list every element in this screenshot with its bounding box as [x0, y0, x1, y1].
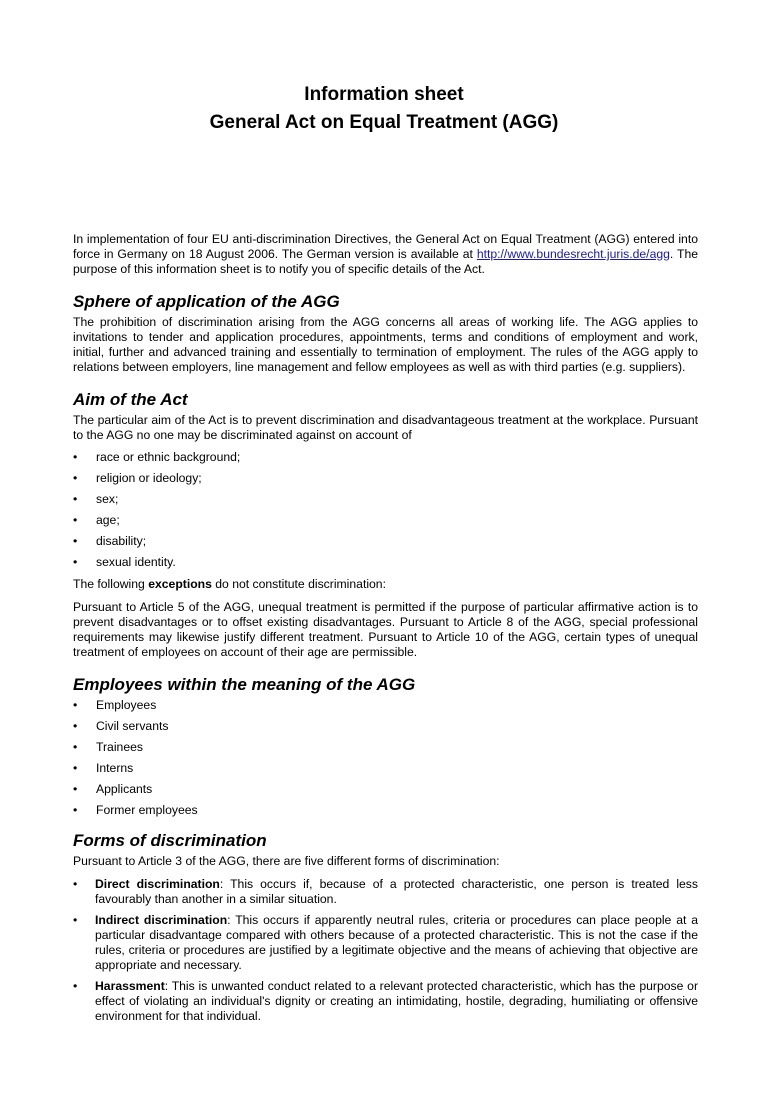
exceptions-paragraph: Pursuant to Article 5 of the AGG, unequal treatment is permitted if the purpose of particular affirmative action is to prevent disadvantages or to offset existing disadvantages. Pursuant to Article 8 of the AGG, special professional requirements may likewise justify different treatment. Pursuant to Article 10 of the AGG, certain types of unequal treatment of employees on account of their age are permissible. — [73, 600, 698, 659]
form-term: Harassment — [95, 979, 165, 993]
list-item — [73, 979, 698, 1024]
page-title: Information sheet — [304, 84, 464, 105]
document-body — [73, 232, 698, 1024]
list-item: • Applicants — [73, 782, 698, 803]
form-term: Direct discrimination — [95, 877, 220, 891]
exceptions-after: do not constitute discrimination: — [211, 577, 386, 591]
employees-heading: Employees within the meaning of the AGG — [73, 675, 416, 694]
forms-list — [73, 877, 698, 1024]
list-item: • age; — [73, 513, 698, 534]
form-text: : This occurs if apparently neutral rules, criteria or procedures can place people at a particular disadvantage compared with others because of a protected characteristic. This is not the case if the rules, criteria or procedures are justified by a legitimate objective and the means of achieving that objective are appropriate and necessary. — [95, 913, 698, 972]
characteristics-list — [73, 450, 698, 576]
form-text: : This is unwanted conduct related to a relevant protected characteristic, which has the purpose or effect of violating an individual's dignity or creating an intimidating, hostile, degrading, humiliating or offensive environment for that individual. — [95, 979, 698, 1023]
form-term: Indirect discrimination — [95, 913, 228, 927]
forms-intro: Pursuant to Article 3 of the AGG, there are five different forms of discrimination: — [73, 854, 500, 868]
list-item: • Civil servants — [73, 719, 698, 740]
list-item: • sex; — [73, 492, 698, 513]
agg-link[interactable]: http://www.bundesrecht.juris.de/agg — [476, 247, 670, 261]
intro-paragraph — [73, 232, 698, 277]
page-subtitle: General Act on Equal Treatment (AGG) — [209, 112, 559, 133]
aim-heading: Aim of the Act — [73, 390, 188, 409]
list-item — [73, 877, 698, 907]
list-item: • disability; — [73, 534, 698, 555]
intro-text-after-link: . The purpose of this information sheet is to notify you of specific details of the Act. — [73, 247, 699, 276]
form-text: : This occurs if, because of a protected characteristic, one person is treated less favourably than another in a similar situation. — [95, 877, 698, 906]
document-page — [0, 82, 768, 1106]
list-item: • Employees — [73, 698, 698, 719]
aim-paragraph: The particular aim of the Act is to prevent discrimination and disadvantageous treatment at the workplace. Pursuant to the AGG no one may be discriminated against on account of — [73, 413, 698, 442]
list-item: • sexual identity. — [73, 555, 698, 576]
list-item: • race or ethnic background; — [73, 450, 698, 471]
employees-list — [73, 698, 698, 824]
list-item: • Trainees — [73, 740, 698, 761]
sphere-heading: Sphere of application of the AGG — [73, 292, 340, 311]
exceptions-before: The following — [73, 577, 149, 591]
list-item: • religion or ideology; — [73, 471, 698, 492]
list-item — [73, 913, 698, 973]
exceptions-bold: exceptions — [148, 577, 212, 591]
sphere-paragraph: The prohibition of discrimination arising from the AGG concerns all areas of working life. The AGG applies to invitations to tender and application procedures, appointments, terms and conditions of employment and work, initial, further and advanced training and essentially to termination of employment. The rules of the AGG apply to relations between employers, line management and fellow employees as well as with third parties (e.g. suppliers). — [73, 315, 698, 374]
exceptions-intro — [73, 577, 698, 592]
list-item: • Former employees — [73, 803, 698, 824]
list-item: • Interns — [73, 761, 698, 782]
forms-heading: Forms of discrimination — [73, 831, 267, 850]
intro-text-before-link: In implementation of four EU anti-discrimination Directives, the General Act on Equal Treatment (AGG) entered into force in Germany on 18 August 2006. The German version is available at — [73, 232, 698, 261]
